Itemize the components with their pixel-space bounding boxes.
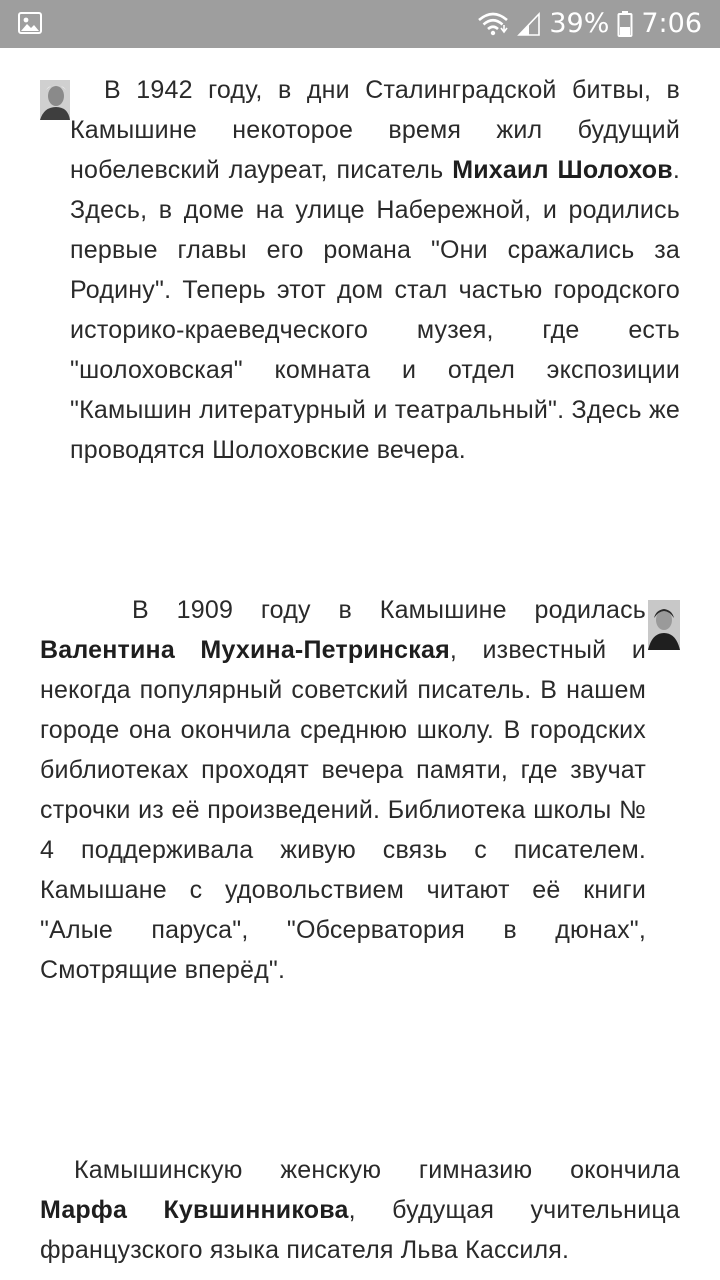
paragraph-text: Камышинскую женскую гимназию окончила (74, 1156, 680, 1184)
paragraph-sholokhov (70, 70, 680, 470)
paragraph-text: , будущая учительница французского языка писателя Льва Кассиля. (40, 1196, 680, 1264)
status-bar (0, 0, 720, 48)
gallery-icon (18, 12, 42, 34)
clock: 7:06 (641, 8, 702, 39)
sholokhov-portrait (40, 80, 70, 120)
paragraph-text: , известный и некогда популярный советский писатель. В нашем городе она окончила среднюю школу. В городских библиотеках проходят вечера памяти, где звучат строчки из её произведений. Библиотека школы № 4 поддерживала живую связь с писателем. Камышане с удовольствием читают её книги "Алые паруса", "Обсерватория в дюнах", Смотрящие вперёд". (40, 636, 646, 984)
bold-name: Валентина Мухина-Петринская (40, 636, 450, 664)
paragraph-text: . Здесь, в доме на улице Набережной, и родились первые главы его романа "Они сражались за Родину". Теперь этот дом стал частью городского историко-краеведческого музея, где есть "шолоховская" комната и отдел экспозиции "Камышин литературный и театральный". Здесь же проводятся Шолоховские вечера. (70, 156, 680, 464)
mukhina-petrinskaya-portrait (648, 600, 680, 650)
battery-percent: 39% (549, 8, 610, 39)
wifi-icon (477, 11, 509, 37)
article-content (0, 48, 720, 1280)
bold-name: Марфа Кувшинникова (40, 1196, 349, 1224)
paragraph-kuvshinnikova (40, 1150, 680, 1270)
paragraph-text: В 1909 году в Камышине родилась (132, 596, 646, 624)
signal-icon (517, 11, 541, 37)
paragraph-text: В 1942 году, в дни Сталинградской битвы, в Камышине некоторое время жил будущий нобелевский лауреат, писатель (70, 76, 680, 184)
status-bar-right (477, 0, 702, 48)
bold-name: Михаил Шолохов (452, 156, 673, 184)
battery-icon (617, 10, 633, 38)
paragraph-mukhina (40, 590, 646, 990)
